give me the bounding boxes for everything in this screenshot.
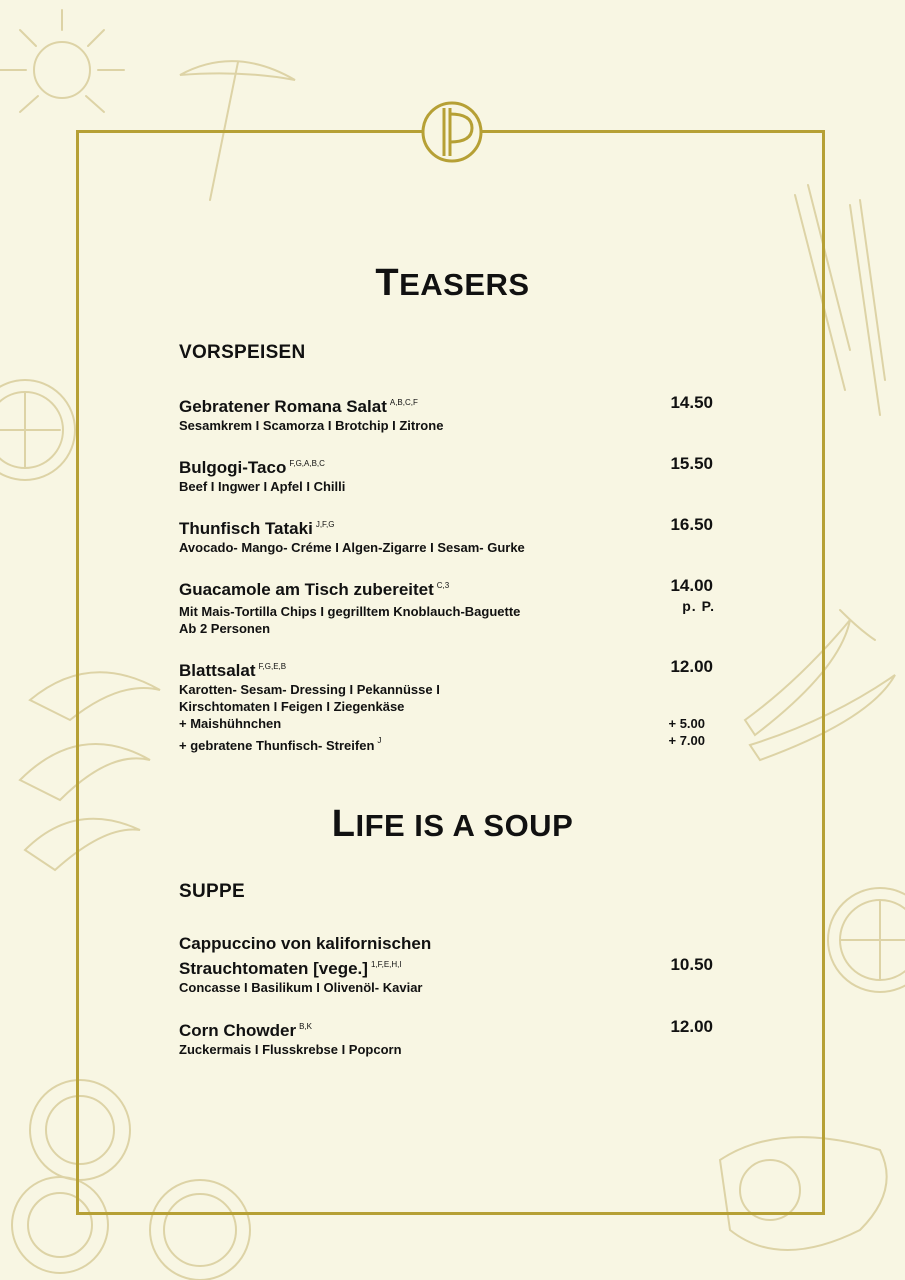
item-name: Thunfisch Tataki $^{J,F,G}$ [179, 519, 335, 538]
section-title-soup: LIFE IS A SOUP [331, 803, 574, 845]
lemon-slice-sketch-icon [828, 888, 905, 992]
item-description: Avocado- Mango- Créme I Algen-Zigarre I Sesam- Gurke [179, 540, 525, 555]
lemon-sketch-icon [0, 380, 75, 480]
item-description: Beef I Ingwer I Apfel I Chilli [179, 479, 346, 494]
item-price: 10.50 [670, 955, 713, 974]
subheading-vorspeisen: VORSPEISEN [179, 342, 306, 363]
menu-item [179, 1016, 715, 1058]
item-price: 12.00 [670, 657, 713, 676]
price-per-person: p. P. [682, 598, 715, 614]
item-name: Blattsalat $^{F,G,E,B}$ [179, 661, 287, 680]
item-price: 12.00 [670, 1017, 713, 1036]
item-price: 14.00 [670, 576, 713, 595]
allergen-codes: A,B,C,F [389, 398, 418, 407]
item-description: Mit Mais-Tortilla Chips I gegrilltem Knoblauch-Baguette [179, 604, 521, 619]
allergen-codes: F,G,A,B,C [289, 459, 325, 468]
item-extra: + Maishühnchen + 5.00 [179, 716, 705, 731]
item-price: 14.50 [670, 393, 713, 412]
item-name: Bulgogi-Taco $^{F,G,A,B,C}$ [179, 458, 325, 477]
item-price: 15.50 [670, 454, 713, 473]
item-description: Karotten- Sesam- Dressing I Pekannüsse I [179, 682, 440, 697]
item-extra: + gebratene Thunfisch- Streifen $^J$ + 7.00 [179, 733, 705, 753]
extra-price: + 7.00 [668, 733, 705, 748]
allergen-codes: 1,F,E,H,I [370, 960, 402, 969]
menu-item [179, 656, 715, 754]
menu-item [179, 392, 715, 434]
monogram-p-logo-icon [420, 100, 484, 164]
allergen-codes: F,G,E,B [258, 662, 287, 671]
item-description: Zuckermais I Flusskrebse I Popcorn [179, 1042, 402, 1057]
menu-item [179, 933, 715, 996]
item-name: Guacamole am Tisch zubereitet $^{C,3}$ [179, 580, 450, 599]
allergen-codes: J,F,G [315, 520, 335, 529]
subheading-suppe: SUPPE [179, 881, 245, 902]
item-name: Gebratener Romana Salat $^{A,B,C,F}$ [179, 397, 418, 416]
menu-item [179, 514, 715, 556]
item-name: Corn Chowder $^{B,K}$ [179, 1021, 313, 1040]
item-description-secondary: Kirschtomaten I Feigen I Ziegenkäse [179, 699, 405, 714]
allergen-codes: B,K [299, 1022, 313, 1031]
section-title-teasers: TEASERS [375, 262, 530, 304]
item-name: Strauchtomaten [vege.] $^{1,F,E,H,I}$ [179, 959, 402, 978]
item-price: 16.50 [670, 515, 713, 534]
sun-sketch-icon [0, 10, 124, 112]
extra-price: + 5.00 [668, 716, 705, 731]
item-description-secondary: Ab 2 Personen [179, 621, 271, 636]
menu-item [179, 575, 715, 637]
allergen-codes: J [377, 736, 382, 745]
menu-item [179, 453, 715, 495]
allergen-codes: C,3 [436, 581, 450, 590]
item-description: Concasse I Basilikum I Olivenöl- Kaviar [179, 980, 423, 995]
item-name-line1: Cappuccino von kalifornischen [179, 934, 432, 953]
item-description: Sesamkrem I Scamorza I Brotchip I Zitrone [179, 418, 444, 433]
